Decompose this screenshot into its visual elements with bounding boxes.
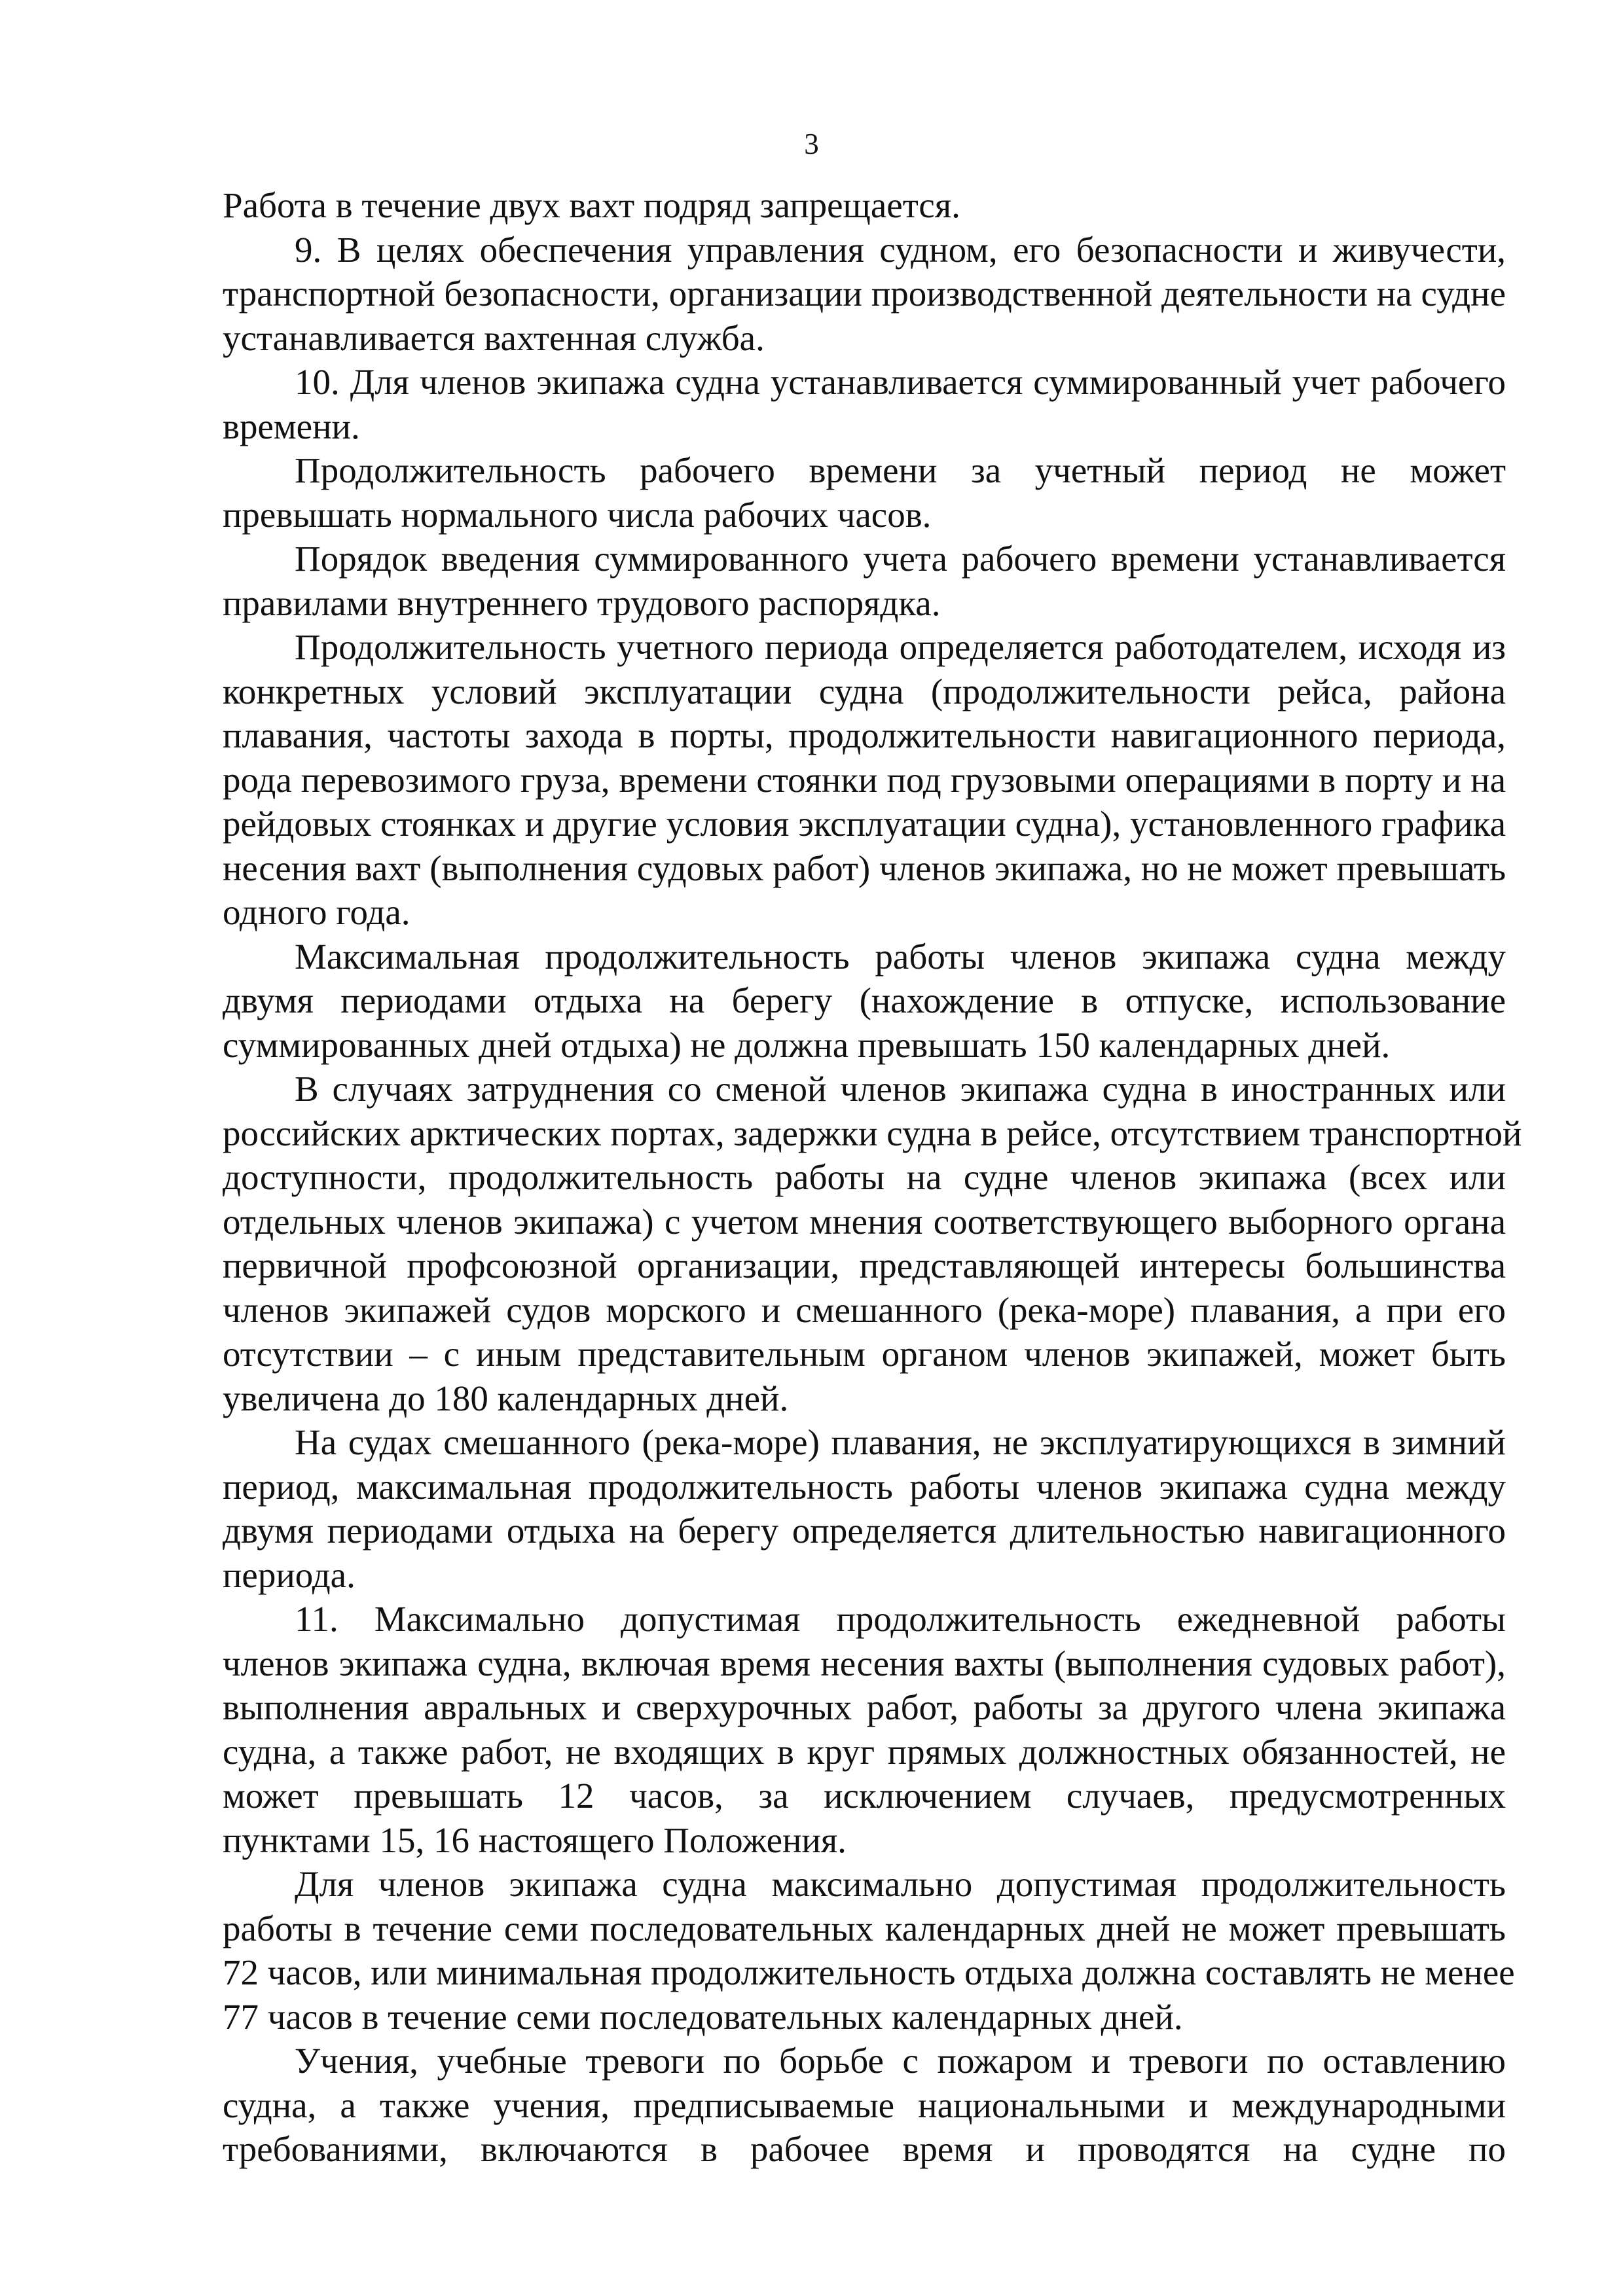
paragraph bbox=[223, 448, 1506, 537]
document-body bbox=[223, 183, 1522, 2172]
text-line: может превышать 12 часов, за исключением случаев, предусмотренных bbox=[223, 1776, 1506, 1816]
paragraph bbox=[223, 2039, 1506, 2172]
text-line: отсутствии – с иным представительным органом членов экипажей, может быть bbox=[223, 1334, 1506, 1374]
paragraph bbox=[223, 537, 1506, 625]
page-number: 3 bbox=[804, 128, 819, 160]
text-line: Продолжительность учетного периода определяется работодателем, исходя из bbox=[295, 627, 1506, 667]
text-line: доступности, продолжительность работы на судне членов экипажа (всех или bbox=[223, 1157, 1506, 1197]
text-line: Для членов экипажа судна максимально допустимая продолжительность bbox=[295, 1864, 1506, 1904]
text-line: превышать нормального числа рабочих часов. bbox=[223, 494, 932, 535]
text-line: судна, а также учения, предписываемые национальными и международными bbox=[223, 2085, 1506, 2125]
text-line: отдельных членов экипажа) с учетом мнения соответствующего выборного органа bbox=[223, 1201, 1506, 1242]
text-line: Порядок введения суммированного учета рабочего времени устанавливается bbox=[295, 539, 1506, 579]
paragraph bbox=[223, 228, 1506, 361]
text-line: российских арктических портах, задержки судна в рейсе, отсутствием транспортной bbox=[223, 1113, 1522, 1153]
text-line: рода перевозимого груза, времени стоянки под грузовыми операциями в порту и на bbox=[223, 759, 1506, 800]
text-line: Учения, учебные тревоги по борьбе с пожаром и тревоги по оставлению bbox=[295, 2041, 1506, 2081]
text-line: членов экипажа судна, включая время несения вахты (выполнения судовых работ), bbox=[223, 1643, 1506, 1683]
text-line: времени. bbox=[223, 406, 360, 446]
text-line: двумя периодами отдыха на берегу определяется длительностью навигационного bbox=[223, 1511, 1506, 1551]
text-line: 9. В целях обеспечения управления судном, его безопасности и живучести, bbox=[295, 229, 1506, 270]
text-line: периода. bbox=[223, 1554, 356, 1595]
text-line: членов экипажей судов морского и смешанного (река-море) плавания, а при его bbox=[223, 1289, 1506, 1330]
paragraph bbox=[223, 1420, 1506, 1597]
text-line: период, максимальная продолжительность работы членов экипажа судна между bbox=[223, 1466, 1506, 1507]
text-line: 77 часов в течение семи последовательных календарных дней. bbox=[223, 1996, 1183, 2037]
text-line: увеличена до 180 календарных дней. bbox=[223, 1378, 789, 1418]
text-line: плавания, частоты захода в порты, продолжительности навигационного периода, bbox=[223, 715, 1506, 755]
text-line: двумя периодами отдыха на берегу (нахождение в отпуске, использование bbox=[223, 980, 1506, 1020]
text-line: 10. Для членов экипажа судна устанавливается суммированный учет рабочего bbox=[295, 362, 1506, 402]
text-line: В случаях затруднения со сменой членов экипажа судна в иностранных или bbox=[295, 1069, 1506, 1109]
paragraph bbox=[223, 183, 1506, 228]
text-line: конкретных условий эксплуатации судна (продолжительности рейса, района bbox=[223, 671, 1506, 711]
text-line: Максимальная продолжительность работы членов экипажа судна между bbox=[295, 936, 1506, 977]
text-line: суммированных дней отдыха) не должна превышать 150 календарных дней. bbox=[223, 1024, 1391, 1065]
text-line: первичной профсоюзной организации, представляющей интересы большинства bbox=[223, 1246, 1506, 1285]
text-line: выполнения авральных и сверхурочных работ, работы за другого члена экипажа bbox=[223, 1687, 1506, 1727]
text-line: одного года. bbox=[223, 892, 410, 932]
paragraph bbox=[223, 625, 1506, 935]
paragraph bbox=[223, 1597, 1506, 1862]
paragraph bbox=[223, 360, 1506, 448]
text-line: работы в течение семи последовательных календарных дней не может превышать bbox=[223, 1908, 1506, 1948]
text-line: пунктами 15, 16 настоящего Положения. bbox=[223, 1820, 847, 1860]
text-line: правилами внутреннего трудового распорядка. bbox=[223, 583, 941, 623]
text-line: Работа в течение двух вахт подряд запрещается. bbox=[223, 185, 960, 225]
text-line: 72 часов, или минимальная продолжительность отдыха должна составлять не менее bbox=[223, 1952, 1515, 1992]
paragraph bbox=[223, 935, 1506, 1067]
text-line: требованиями, включаются в рабочее время и проводятся на судне по bbox=[223, 2129, 1506, 2169]
text-line: судна, а также работ, не входящих в круг прямых должностных обязанностей, не bbox=[223, 1731, 1506, 1772]
text-line: несения вахт (выполнения судовых работ) членов экипажа, но не может превышать bbox=[223, 848, 1506, 888]
text-line: транспортной безопасности, организации производственной деятельности на судне bbox=[223, 274, 1506, 314]
text-line: 11. Максимально допустимая продолжительность ежедневной работы bbox=[295, 1599, 1506, 1639]
text-line: На судах смешанного (река-море) плавания, не эксплуатирующихся в зимний bbox=[295, 1422, 1506, 1462]
text-line: рейдовых стоянках и другие условия эксплуатации судна), установленного графика bbox=[223, 804, 1506, 844]
text-line: Продолжительность рабочего времени за учетный период не может bbox=[295, 450, 1506, 490]
paragraph bbox=[223, 1862, 1515, 2039]
paragraph bbox=[223, 1067, 1522, 1420]
text-line: устанавливается вахтенная служба. bbox=[223, 317, 765, 358]
